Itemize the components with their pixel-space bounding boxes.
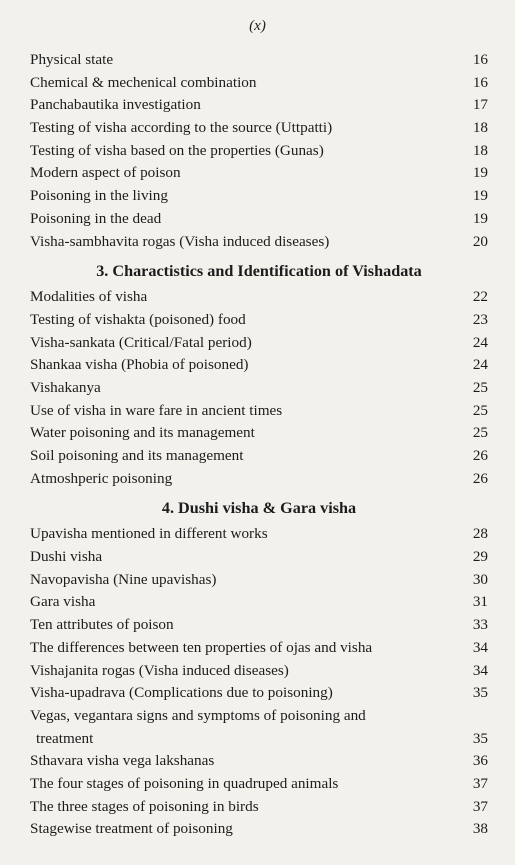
toc-entry-page: 26	[472, 447, 488, 464]
toc-entry[interactable]	[30, 162, 488, 185]
toc-entry-title: The four stages of poisoning in quadruped animals	[30, 774, 339, 792]
toc-entry[interactable]	[30, 637, 488, 660]
toc-entry[interactable]	[30, 773, 488, 796]
toc-entry-title: Vishajanita rogas (Visha induced diseases)	[30, 661, 289, 679]
toc-entry-page: 35	[472, 729, 488, 747]
toc-entry-page: 19	[472, 187, 488, 205]
toc-entry-page: 18	[472, 141, 488, 159]
toc-entry-page: 36	[472, 752, 488, 770]
toc-entry-page: 19	[472, 209, 488, 227]
toc-entry-page: 33	[472, 616, 488, 634]
toc-entry-title: Visha-upadrava (Complications due to poisoning)	[30, 684, 333, 702]
table-of-contents	[30, 49, 488, 841]
toc-entry[interactable]	[30, 796, 488, 819]
toc-entry[interactable]	[30, 422, 488, 445]
toc-entry-page: 25	[472, 401, 488, 419]
toc-entry-page: 19	[472, 164, 488, 182]
toc-entry-title: Atmoshperic poisoning	[30, 469, 173, 487]
toc-entry-title: Modern aspect of poison	[30, 164, 181, 182]
toc-entry-title: Panchabautika investigation	[30, 96, 201, 114]
toc-entry-title: Upavisha mentioned in different works	[30, 525, 268, 543]
page-number: (x)	[249, 18, 266, 34]
toc-entry[interactable]	[30, 332, 488, 355]
toc-entry[interactable]	[30, 468, 488, 491]
toc-entry[interactable]	[30, 354, 488, 377]
toc-entry-title: Testing of visha based on the properties (Gunas)	[30, 141, 324, 159]
toc-entry-title-cont: treatment	[36, 729, 94, 747]
toc-entry-title: Poisoning in the dead	[30, 209, 162, 227]
chapter-4-list-cont	[30, 750, 488, 841]
toc-entry-page: 37	[472, 797, 488, 815]
toc-entry-title: Use of visha in ware fare in ancient times	[30, 401, 283, 419]
toc-entry-title: The three stages of poisoning in birds	[30, 797, 259, 815]
toc-entry[interactable]	[30, 286, 488, 309]
chapter-4-heading: 4. Dushi visha & Gara visha	[161, 499, 357, 518]
toc-entry-page: 37	[472, 774, 488, 792]
toc-entry-title: Poisoning in the living	[30, 187, 168, 205]
toc-entry[interactable]	[30, 231, 488, 254]
toc-entry-title: Visha-sambhavita rogas (Visha induced diseases)	[30, 232, 330, 250]
toc-entry[interactable]	[30, 750, 488, 773]
toc-entry-page: 17	[472, 96, 488, 114]
toc-entry-page: 34	[472, 638, 488, 656]
toc-entry[interactable]	[30, 140, 488, 163]
toc-entry-title: Sthavara visha vega lakshanas	[30, 752, 215, 770]
toc-entry-page: 16	[472, 73, 488, 91]
toc-entry-page: 18	[472, 119, 488, 137]
toc-entry-title: Gara visha	[30, 593, 96, 611]
toc-entry[interactable]	[30, 445, 488, 468]
toc-entry-title: Testing of visha according to the source (Uttpatti)	[30, 119, 333, 137]
toc-entry[interactable]	[30, 569, 488, 592]
toc-entry-page: 28	[472, 525, 488, 543]
toc-entry[interactable]	[30, 72, 488, 95]
toc-entry-page: 25	[472, 424, 488, 442]
toc-entry-page: 31	[472, 593, 488, 611]
toc-entry-page: 35	[472, 684, 488, 702]
toc-entry[interactable]	[30, 682, 488, 705]
toc-entry-title: Chemical & mechenical combination	[30, 73, 257, 91]
toc-entry-page: 25	[472, 378, 488, 396]
toc-entry-page: 29	[472, 548, 488, 566]
toc-entry-title: Stagewise treatment of poisoning	[30, 820, 233, 838]
toc-entry[interactable]	[30, 523, 488, 546]
toc-entry[interactable]	[30, 400, 488, 423]
toc-entry-page: 23	[472, 310, 488, 328]
toc-entry-page: 38	[472, 820, 488, 838]
toc-entry[interactable]	[30, 705, 488, 750]
toc-entry-title: Dushi visha	[30, 548, 103, 566]
toc-entry-title: Water poisoning and its management	[30, 424, 255, 442]
toc-entry-title: Soil poisoning and its management	[30, 447, 244, 464]
toc-entry[interactable]	[30, 49, 488, 72]
toc-entry-page: 22	[472, 288, 488, 306]
toc-entry[interactable]	[30, 591, 488, 614]
toc-entry[interactable]	[30, 818, 488, 841]
section-a-list	[30, 49, 488, 253]
toc-entry[interactable]	[30, 208, 488, 231]
toc-entry-page: 16	[472, 51, 488, 68]
toc-entry-page: 30	[472, 570, 488, 588]
toc-entry-title: Shankaa visha (Phobia of poisoned)	[30, 356, 249, 374]
toc-entry-title: Visha-sankata (Critical/Fatal period)	[30, 333, 252, 351]
toc-entry[interactable]	[30, 94, 488, 117]
toc-entry-title: Navopavisha (Nine upavishas)	[30, 570, 217, 588]
toc-entry-page: 20	[472, 232, 488, 250]
toc-entry[interactable]	[30, 377, 488, 400]
toc-entry[interactable]	[30, 117, 488, 140]
toc-entry-title: Modalities of visha	[30, 288, 148, 306]
toc-entry-page: 24	[472, 356, 488, 374]
toc-entry-title: The differences between ten properties of ojas and visha	[30, 638, 373, 656]
toc-entry[interactable]	[30, 185, 488, 208]
chapter-3-list	[30, 286, 488, 490]
toc-entry[interactable]	[30, 546, 488, 569]
toc-entry-title: Ten attributes of poison	[30, 616, 174, 634]
toc-entry[interactable]	[30, 309, 488, 332]
toc-entry-page: 24	[472, 333, 488, 351]
toc-entry-title: Physical state	[30, 51, 114, 68]
toc-entry-page: 34	[472, 661, 488, 679]
chapter-3-heading: 3. Charactistics and Identification of Vishadata	[96, 262, 422, 281]
chapter-4-list	[30, 523, 488, 705]
toc-entry-title: Testing of vishakta (poisoned) food	[30, 310, 246, 328]
toc-entry-title: Vegas, vegantara signs and symptoms of poisoning and	[30, 706, 366, 724]
toc-entry-title: Vishakanya	[30, 378, 101, 396]
toc-entry[interactable]	[30, 614, 488, 637]
toc-entry-page: 26	[472, 469, 488, 487]
toc-entry[interactable]	[30, 660, 488, 683]
